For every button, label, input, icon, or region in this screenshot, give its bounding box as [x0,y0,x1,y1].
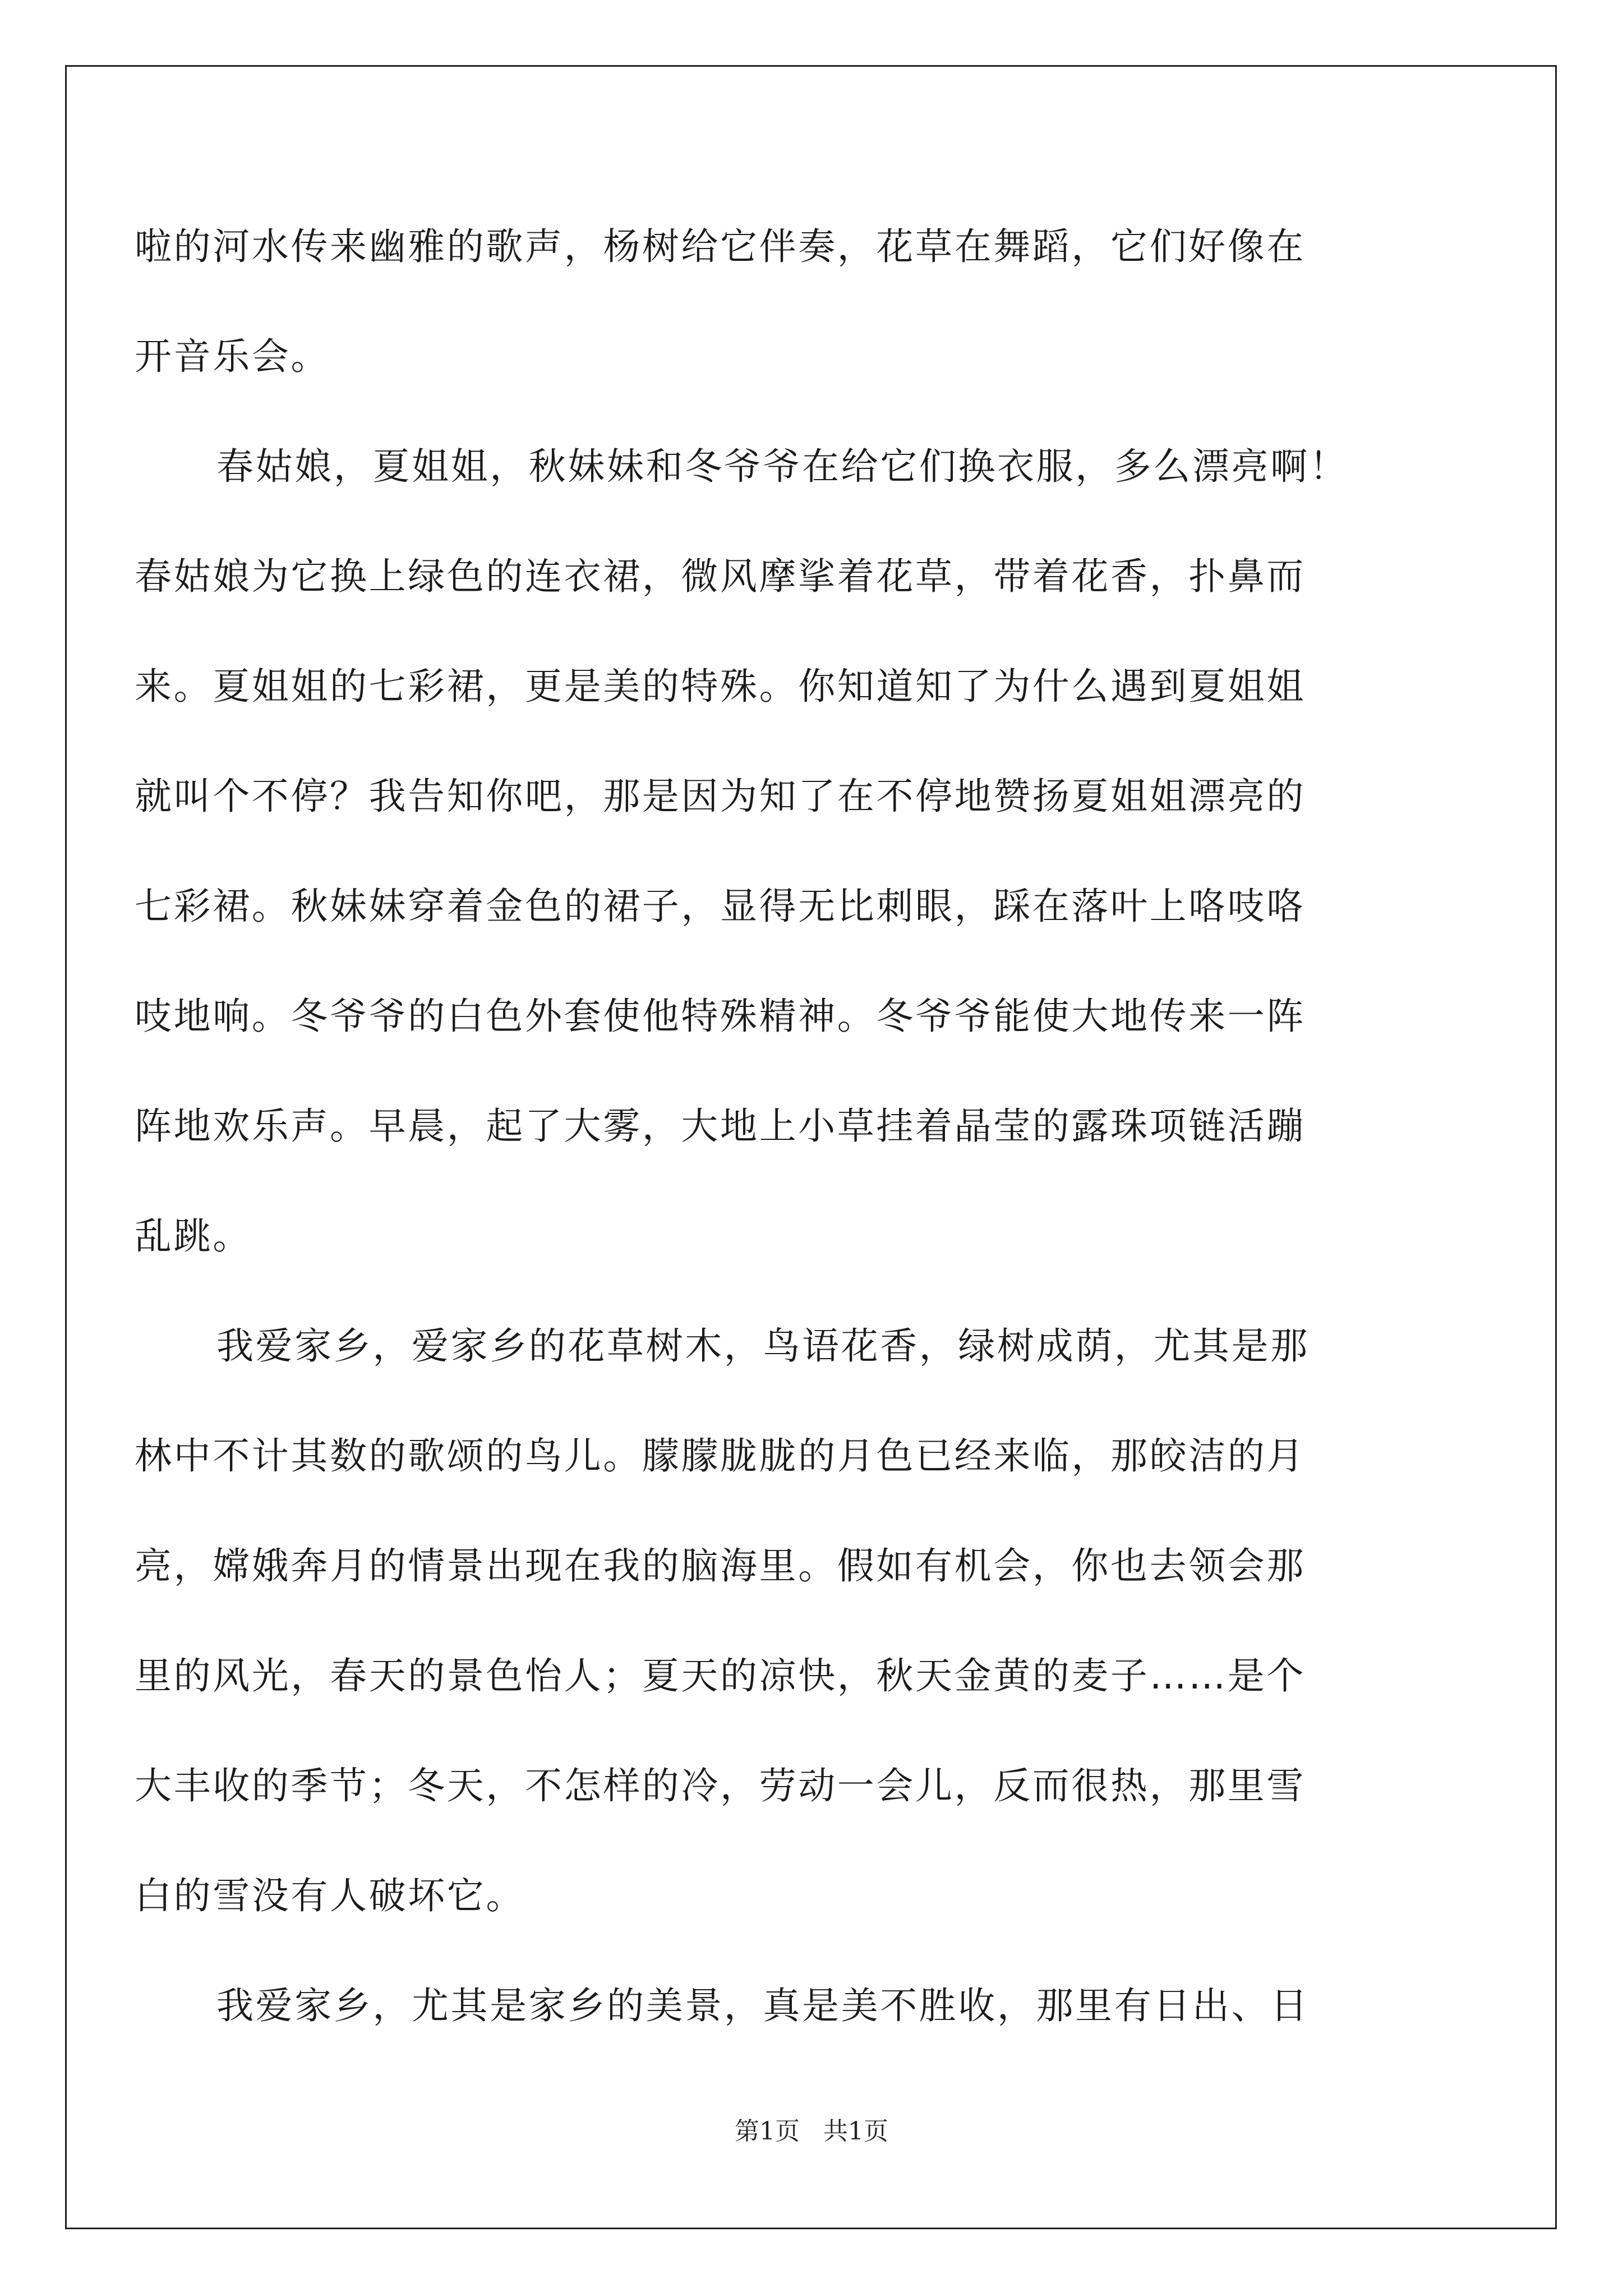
page-number-footer: 第1页 共1页 [735,2117,888,2146]
text-line: 乱跳。 [135,1214,252,1258]
paragraph-start-line: 春姑娘，夏姐姐，秋妹妹和冬爷爷在给它们换衣服，多么漂亮啊！ [216,445,1349,488]
text-line: 林中不计其数的歌颂的鸟儿。朦朦胧胧的月色已经来临，那皎洁的月 [135,1434,1306,1478]
text-line: 来。夏姐姐的七彩裙，更是美的特殊。你知道知了为什么遇到夏姐姐 [135,665,1306,708]
text-line: 开音乐会。 [135,335,330,378]
text-line: 阵地欢乐声。早晨，起了大雾，大地上小草挂着晶莹的露珠项链活蹦 [135,1105,1306,1148]
text-line: 啦的河水传来幽雅的歌声，杨树给它伴奏，花草在舞蹈，它们好像在 [135,225,1306,268]
text-line: 春姑娘为它换上绿色的连衣裙，微风摩挲着花草，带着花香，扑鼻而 [135,555,1306,598]
text-line: 吱地响。冬爷爷的白色外套使他特殊精神。冬爷爷能使大地传来一阵 [135,995,1306,1038]
paragraph-start-line: 我爱家乡，尤其是家乡的美景，真是美不胜收，那里有日出、日 [216,1984,1310,2027]
text-line: 七彩裙。秋妹妹穿着金色的裙子，显得无比刺眼，踩在落叶上咯吱咯 [135,885,1306,928]
text-line: 亮，嫦娥奔月的情景出现在我的脑海里。假如有机会，你也去领会那 [135,1544,1306,1588]
text-line: 里的风光，春天的景色怡人；夏天的凉快，秋天金黄的麦子……是个 [135,1654,1306,1697]
text-line: 就叫个不停？我告知你吧，那是因为知了在不停地赞扬夏姐姐漂亮的 [135,775,1306,818]
paragraph-start-line: 我爱家乡，爱家乡的花草树木，鸟语花香，绿树成荫，尤其是那 [216,1324,1310,1368]
text-line: 大丰收的季节；冬天，不怎样的冷，劳动一会儿，反而很热，那里雪 [135,1764,1306,1807]
text-line: 白的雪没有人破坏它。 [135,1874,525,1917]
